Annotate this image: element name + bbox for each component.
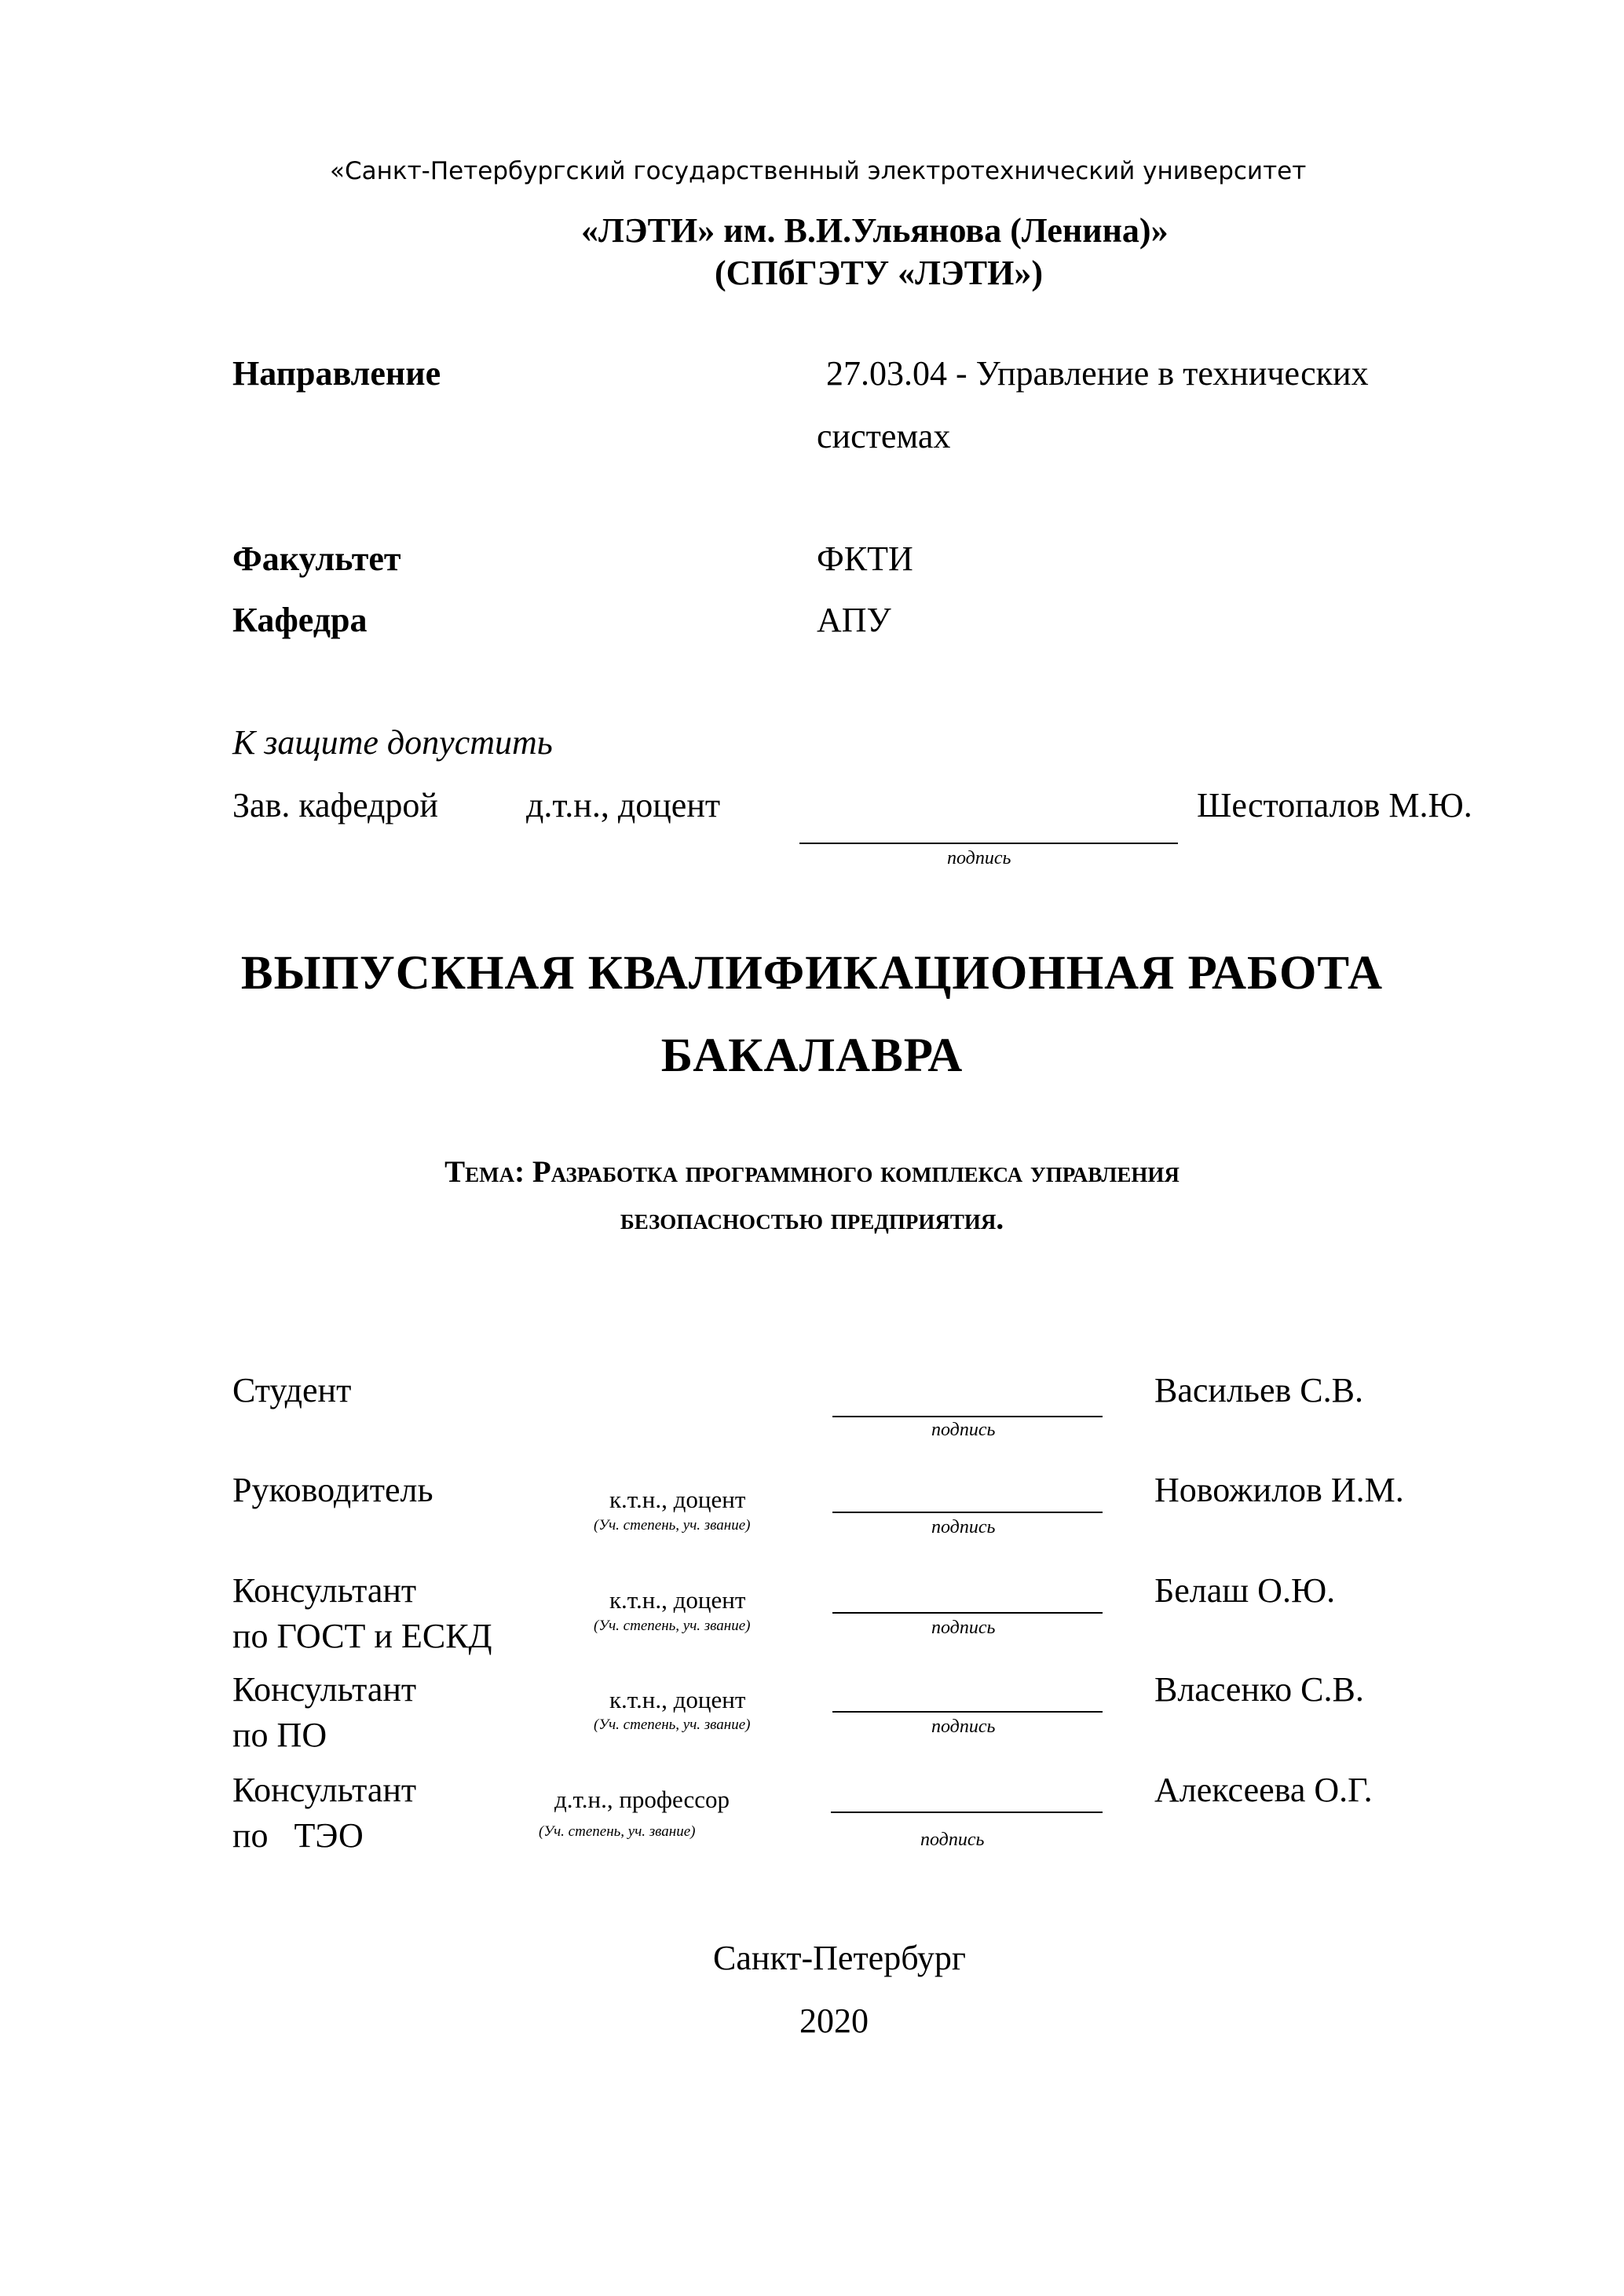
signature-role: Студент bbox=[232, 1371, 352, 1409]
signature-caption: подпись bbox=[920, 1830, 985, 1850]
department-label: Кафедра bbox=[232, 601, 368, 639]
signature-line bbox=[832, 1612, 1103, 1614]
signature-role: Консультант bbox=[232, 1771, 417, 1809]
direction-value-line1: 27.03.04 - Управление в технических bbox=[826, 354, 1369, 393]
signature-caption: подпись bbox=[931, 1618, 996, 1638]
admission-role: Зав. кафедрой bbox=[232, 786, 438, 824]
theme-line2: безопасностью предприятия. bbox=[620, 1202, 1004, 1236]
signature-degree: д.т.н., профессор bbox=[554, 1786, 730, 1813]
signature-name: Власенко С.В. bbox=[1154, 1670, 1364, 1709]
signature-caption: подпись bbox=[931, 1517, 996, 1537]
signature-line bbox=[832, 1711, 1103, 1713]
signature-role-detail: по ГОСТ и ЕСКД bbox=[232, 1617, 492, 1655]
signature-line bbox=[831, 1812, 1103, 1813]
university-name-line: «Санкт-Петербургский государственный электротехнический университет bbox=[330, 157, 1307, 185]
signature-caption: подпись bbox=[931, 1717, 996, 1737]
signature-role: Руководитель bbox=[232, 1471, 433, 1509]
footer-city: Санкт-Петербург bbox=[713, 1939, 966, 1977]
signature-degree-caption: (Уч. степень, уч. звание) bbox=[594, 1618, 751, 1634]
signature-line bbox=[832, 1512, 1103, 1513]
admission-degree: д.т.н., доцент bbox=[526, 786, 721, 824]
admission-signature-caption: подпись bbox=[947, 848, 1011, 868]
signature-role: Консультант bbox=[232, 1670, 417, 1709]
signature-degree: к.т.н., доцент bbox=[609, 1686, 746, 1713]
signature-role: Консультант bbox=[232, 1571, 417, 1610]
signature-name: Белаш О.Ю. bbox=[1154, 1571, 1336, 1610]
university-abbreviation: (СПбГЭТУ «ЛЭТИ») bbox=[715, 254, 1043, 292]
admission-heading: К защите допустить bbox=[232, 723, 553, 762]
signature-degree: к.т.н., доцент bbox=[609, 1586, 746, 1614]
signature-role-detail: по ПО bbox=[232, 1716, 327, 1754]
signature-name: Алексеева О.Г. bbox=[1154, 1771, 1373, 1809]
faculty-value: ФКТИ bbox=[817, 539, 913, 578]
signature-caption: подпись bbox=[931, 1420, 996, 1440]
admission-name: Шестопалов М.Ю. bbox=[1197, 786, 1472, 824]
signature-name: Васильев С.В. bbox=[1154, 1371, 1363, 1409]
signature-role-detail: по ТЭО bbox=[232, 1816, 364, 1855]
faculty-label: Факультет bbox=[232, 539, 401, 578]
footer-year: 2020 bbox=[799, 2002, 869, 2040]
document-title-line2: БАКАЛАВРА bbox=[660, 1029, 964, 1082]
university-name-bold: «ЛЭТИ» им. В.И.Ульянова (Ленина)» bbox=[581, 211, 1169, 250]
document-title-line1: ВЫПУСКНАЯ КВАЛИФИКАЦИОННАЯ РАБОТА bbox=[240, 947, 1384, 1000]
department-value: АПУ bbox=[817, 601, 891, 639]
signature-degree-caption: (Уч. степень, уч. звание) bbox=[539, 1823, 696, 1840]
signature-line bbox=[832, 1416, 1103, 1417]
direction-label: Направление bbox=[232, 354, 441, 393]
signature-degree-caption: (Уч. степень, уч. звание) bbox=[594, 1517, 751, 1534]
direction-value-line2: системах bbox=[817, 417, 951, 455]
signature-degree-caption: (Уч. степень, уч. звание) bbox=[594, 1717, 751, 1733]
signature-degree: к.т.н., доцент bbox=[609, 1486, 746, 1513]
theme-line1: Тема: Разработка программного комплекса управления bbox=[444, 1155, 1180, 1189]
signature-name: Новожилов И.М. bbox=[1154, 1471, 1404, 1509]
admission-signature-line bbox=[799, 843, 1178, 844]
